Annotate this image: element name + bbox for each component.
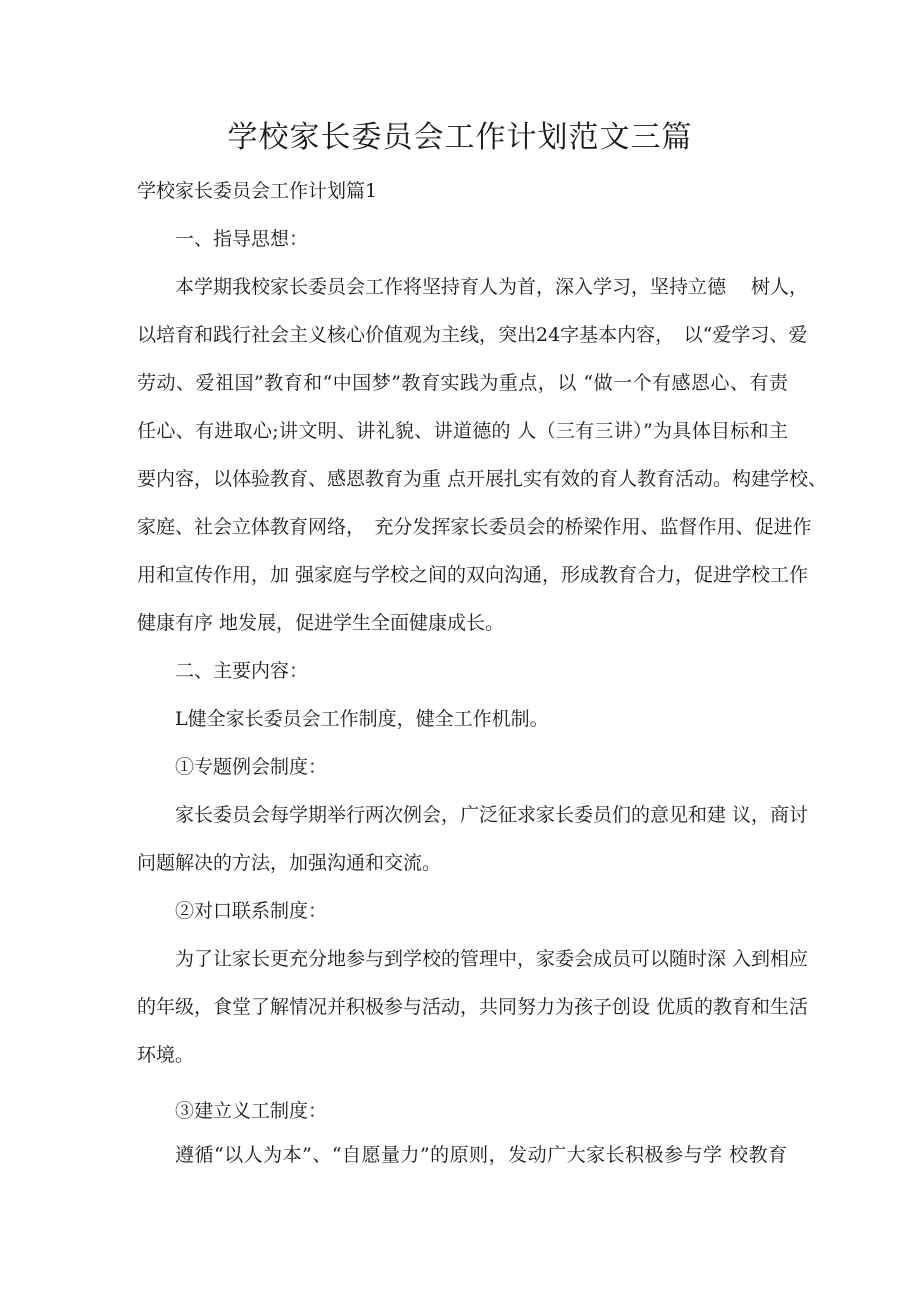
- section-subtitle: 学校家长委员会工作计划篇1: [137, 180, 378, 202]
- para1-line: 任心、有进取心;讲文明、讲礼貌、讲道德的 人（三有三讲）”为具体目标和主: [137, 420, 788, 442]
- para3-line: 的年级，食堂了解情况并积极参与活动，共同努力为孩子创设 优质的教育和生活: [137, 996, 809, 1018]
- document-title: 学校家长委员会工作计划范文三篇: [227, 120, 693, 155]
- para2-line: 家长委员会每学期举行两次例会，广泛征求家长委员们的意见和建 议，商讨: [175, 804, 809, 826]
- sub-heading-regular-meeting: ①专题例会制度：: [175, 756, 328, 778]
- para1-line: 以培育和践行社会主义核心价值观为主线，突出24字基本内容， 以“爱学习、爱: [137, 324, 808, 346]
- sub-heading-volunteer: ③建立义工制度：: [175, 1100, 328, 1122]
- para3-line: 环境。: [137, 1044, 195, 1066]
- para1-line: 用和宣传作用，加 强家庭与学校之间的双向沟通，形成教育合力，促进学校工作: [137, 564, 809, 586]
- para1-line: 要内容，以体验教育、感恩教育为重 点开展扎实有效的育人教育活动。构建学校、: [137, 468, 828, 490]
- item-1: L健全家长委员会工作制度，健全工作机制。: [175, 708, 549, 730]
- para1-line: 家庭、社会立体教育网络， 充分发挥家长委员会的桥梁作用、监督作用、促进作: [137, 516, 812, 538]
- heading-main-content: 二、主要内容：: [175, 660, 309, 682]
- para4-line: 遵循“以人为本”、“自愿量力”的原则，发动广大家长积极参与学 校教育: [175, 1144, 787, 1166]
- para3-line: 为了让家长更充分地参与到学校的管理中，家委会成员可以随时深 入到相应: [175, 948, 809, 970]
- para2-line: 问题解决的方法，加强沟通和交流。: [137, 852, 442, 874]
- para1-line: 健康有序 地发展，促进学生全面健康成长。: [137, 612, 505, 634]
- para1-line: 劳动、爱祖国”教育和“中国梦”教育实践为重点，以 “做一个有感恩心、有责: [137, 372, 788, 394]
- para1-line: 本学期我校家长委员会工作将坚持育人为首，深入学习，坚持立德 树人，: [175, 276, 809, 298]
- sub-heading-liaison: ②对口联系制度：: [175, 900, 328, 922]
- heading-guiding-ideology: 一、指导思想：: [175, 228, 309, 250]
